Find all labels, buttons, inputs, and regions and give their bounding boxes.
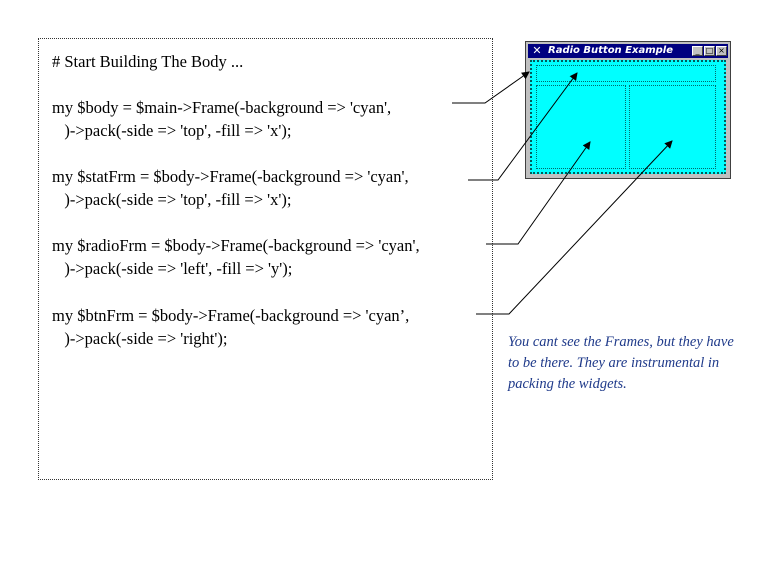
arrow-button-frame (476, 141, 672, 314)
window-title: Radio Button Example (548, 45, 673, 56)
code-line-radiofrm-pack: )->pack(-side => 'left', -fill => 'y'); (52, 259, 293, 278)
code-line-statfrm-pack: )->pack(-side => 'top', -fill => 'x'); (52, 190, 292, 209)
arrow-radio-frame (486, 142, 590, 244)
tk-feather-icon[interactable]: ✕ (532, 44, 542, 57)
code-line-btnfrm-frame: my $btnFrm = $body->Frame(-background => 'cyan’, (52, 306, 410, 325)
code-line-body-pack: )->pack(-side => 'top', -fill => 'x'); (52, 121, 292, 140)
explanation-note: You cant see the Frames, but they have to be there. They are instrumental in packing the widgets. (508, 334, 734, 392)
code-line-btnfrm-pack: )->pack(-side => 'right'); (52, 329, 228, 348)
minimize-button[interactable]: _ (692, 46, 703, 56)
code-line-radiofrm-frame: my $radioFrm = $body->Frame(-background => 'cyan', (52, 236, 420, 255)
close-button[interactable]: × (716, 46, 727, 56)
code-line-body-frame: my $body = $main->Frame(-background => 'cyan', (52, 98, 392, 117)
arrow-body-frame (452, 72, 529, 103)
maximize-button[interactable]: □ (705, 46, 714, 55)
arrow-stat-frame (468, 73, 577, 180)
code-line-statfrm-frame: my $statFrm = $body->Frame(-background => 'cyan', (52, 167, 409, 186)
code-line-comment: # Start Building The Body ... (52, 52, 244, 71)
